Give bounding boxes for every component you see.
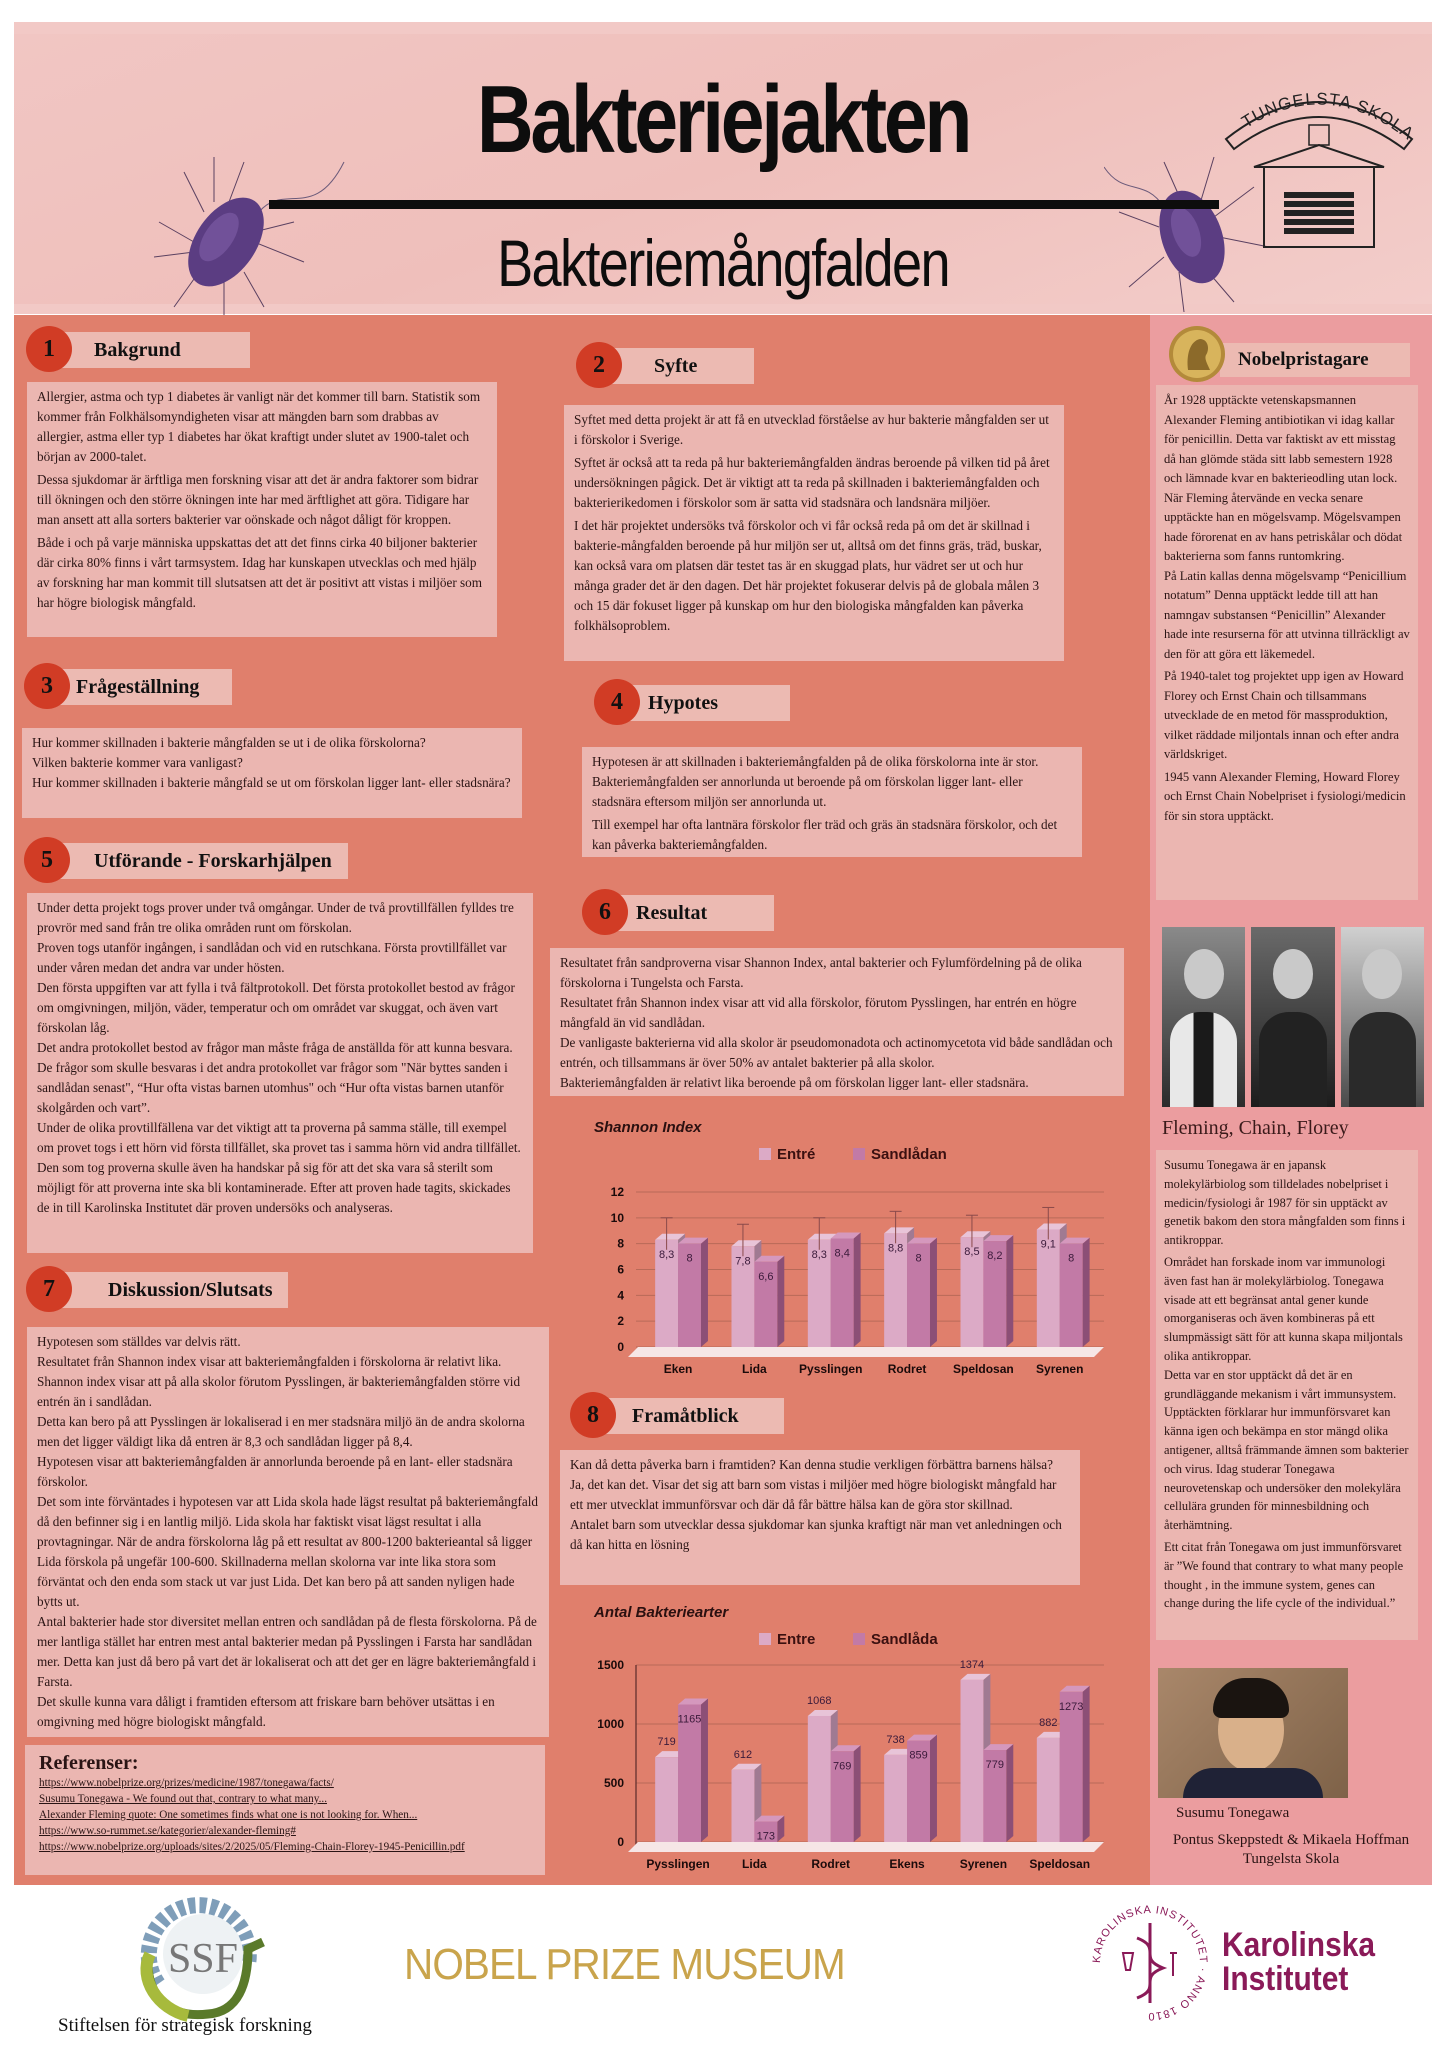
y-tick-label: 12 — [610, 1185, 624, 1199]
karolinska-seal-icon — [1085, 1898, 1215, 2028]
paragraph: Antal bakterier hade stor diversitet mellan entren och sandlådan på de flesta förskolorna. På de mer lantliga stället har entren mest antal bakterier medan på Pysslingen i Farsta har sandlådan mer. Detta kan just då bero på vart det är lokaliserat och att det ger en lägre bakteriemångfald i Farsta. — [37, 1614, 537, 1689]
bar — [960, 1680, 983, 1842]
question: Vilken bakterie kommer vara vanligast? — [32, 755, 243, 770]
bar-side — [777, 1256, 784, 1347]
bar-value-label: 8 — [686, 1252, 693, 1265]
paragraph: Den första uppgiften var att fylla i två fältprotokoll. Det första protokollet bestod av frågor om omgivningen, miljön, väder, temperatur och om området var skuggat, och även vart förskolan låg. — [37, 980, 515, 1035]
paragraph: Syftet med detta projekt är att få en utvecklad förståelse av hur bakterie mångfalden ser ut i förskolor i Sverige. — [574, 412, 1049, 447]
section-header-bakgrund — [44, 332, 250, 368]
sidebar-header — [1220, 343, 1410, 377]
paragraph: År 1928 upptäckte vetenskapsmannen Alexander Fleming antibiotikan vi idag kallar för penicillin. Detta var faktiskt av ett misstag då han glömde städa sitt labb semestern 1928 och lämnade kvar en bakterieodling utan lock. — [1164, 393, 1398, 485]
tungelsta-skola-logo — [1214, 77, 1424, 252]
bar-side — [930, 1735, 937, 1842]
x-tick-label: Speldosan — [1029, 1857, 1091, 1871]
sidebar-title: Nobelpristagare — [1238, 349, 1369, 370]
section-number-badge: 8 — [570, 1392, 616, 1438]
title-divider — [269, 200, 1219, 209]
paragraph: 1945 vann Alexander Fleming, Howard Florey och Ernst Chain Nobelpriset i fysiologi/medicin för sin stora upptäckt. — [1164, 769, 1406, 823]
paragraph: I det här projektet undersöks två förskolor och vi får också reda på om det är skillnad i bakterie-mångfalden beroende på hur miljön ser ut, alltså om det finns gräs, träd, buskar, kan också vara om platsen där testet tas är en skuggad plats, hur vädret ser ut och hur många grader det är den dagen. Det här projektet fokuserar delvis på de globala målen 3 och 15 där fokuset ligger på kunskap om hur den biologiska mångfalden kan påverka folkhälsoproblem. — [574, 518, 1042, 633]
reference-link[interactable]: Alexander Fleming quote: One sometimes finds what one is not looking for. When... — [39, 1809, 418, 1821]
x-tick-label: Eken — [663, 1362, 693, 1376]
sidebar-nobel-text — [1156, 385, 1418, 900]
paragraph: Under de olika provtillfällena var det viktigt att ta proverna på samma ställe, till exempel om provet togs i ett hörn vid första tillfället, ska provet tas i samma hörn vid andra tillfället. — [37, 1120, 521, 1155]
section-number-badge: 7 — [26, 1266, 72, 1312]
section-title: Hypotes — [648, 691, 718, 714]
legend-swatch — [759, 1633, 771, 1645]
paragraph: Det andra protokollet bestod av frågor man måste fråga de anställda för att kunna besvara. De frågor som skulle besvaras i det andra protokollet var frågor som "När byttes sanden i sandlådan senast", “Hur ofta vistas barnen utomhus" och “Hur ofta vistas barnen utanför skolgården och vart”. — [37, 1040, 513, 1115]
bar — [884, 1755, 907, 1842]
chart-title: Shannon Index — [594, 1119, 702, 1136]
bar-value-label: 8,3 — [811, 1248, 827, 1261]
bar-value-label: 8,4 — [834, 1247, 850, 1260]
paragraph: Detta kan bero på att Pysslingen är lokaliserad i en mer stadsnära miljö än de andra skolorna men det ligger väldigt lika då entren är 8,3 och sandlådan ligger på 8,4. — [37, 1414, 525, 1449]
bar-value-label: 8,2 — [987, 1250, 1003, 1263]
references-title: Referenser: — [39, 1752, 139, 1774]
section-header-hypotes — [612, 685, 790, 721]
bar-value-label: 8 — [915, 1252, 922, 1265]
y-tick-label: 6 — [617, 1262, 624, 1277]
bar-value-label: 612 — [733, 1748, 753, 1761]
section-title: Bakgrund — [94, 338, 181, 361]
bar — [1037, 1738, 1060, 1842]
paragraph: Under detta projekt togs prover under två omgångar. Under de två provtillfällen fylldes tre provrör med sand från tre olika områden runt om förskolan. — [37, 900, 514, 935]
bar-side — [854, 1745, 861, 1842]
paragraph: På 1940-talet tog projektet upp igen av Howard Florey och Ernst Chain och tillsammans utvecklade de en metod för massproduktion, vilket räddade miljontals innan och efter andra världskriget. — [1164, 669, 1404, 761]
section-header-utforande — [42, 843, 348, 879]
y-tick-label: 4 — [617, 1288, 624, 1303]
bar-value-label: 9,1 — [1040, 1238, 1056, 1251]
bar-side — [930, 1238, 937, 1347]
section-number-badge: 1 — [26, 326, 72, 372]
authors: Pontus Skeppstedt & Mikaela Hoffman — [1172, 1832, 1410, 1848]
photo-tonegawa — [1158, 1668, 1348, 1798]
section-number-badge: 4 — [594, 679, 640, 725]
paragraph: De vanligaste bakterierna vid alla skolor är pseudomonadota och actinomycetota vid både sandlådan och entrén, och tillsammans är över 50% av antalet bakterier på alla skolor. — [560, 1035, 1113, 1070]
bar-side — [854, 1233, 861, 1348]
legend-label: Sandlåda — [871, 1631, 938, 1648]
bar-value-label: 859 — [909, 1749, 928, 1762]
bar-side — [701, 1238, 708, 1347]
paragraph: Resultatet från Shannon index visar att bakteriemångfalden i förskolorna är relativt lika. Shannon index visar att på alla skolor förutom Pysslingen, är bakteriemångfalden större vid entrén än i sandlådan. — [37, 1354, 521, 1409]
section-title: Frågeställning — [76, 675, 200, 698]
section-header-fragestallning — [42, 669, 232, 705]
x-tick-label: Speldosan — [953, 1362, 1014, 1376]
paragraph: Hypotesen som ställdes var delvis rätt. — [37, 1334, 241, 1349]
ssf-caption: Stiftelsen för strategisk forskning — [58, 2015, 312, 2036]
bar — [1060, 1692, 1083, 1842]
antal-bakteriearter-chart — [574, 1595, 1114, 1880]
main-panel — [14, 315, 1150, 1885]
ki-line2: Institutet — [1222, 1960, 1349, 1998]
sidebar-tonegawa-text — [1156, 1150, 1418, 1640]
bar-value-label: 1068 — [807, 1694, 832, 1707]
legend-label: Entre — [777, 1631, 816, 1648]
bar-value-label: 6,6 — [758, 1270, 774, 1283]
nobel-prize-museum-logo: NOBEL PRIZE MUSEUM — [404, 1940, 845, 1989]
ssf-logo-text: SSF — [167, 1936, 239, 1982]
paragraph: Antalet barn som utvecklar dessa sjukdomar kan sjunka kraftigt när man vet anledningen och då kan hitta en lösning — [570, 1517, 1062, 1552]
paragraph: Den som tog proverna skulle även ha handskar på sig för att det ska vara så sterilt som möjligt för att proverna inte ska bli kontaminerade. Efter att proven hade tagits, skickades de in till Karolinska Institutet där proven undersöks och analyseras. — [37, 1160, 511, 1215]
ki-seal-text: KAROLINSKA INSTITUTET · ANNO 1810 — [1090, 1903, 1210, 2023]
paragraph: På Latin kallas denna mögelsvamp “Penicillium notatum” Denna upptäckt ledde till att han namngav substansen “Penicillin” Alexander hade inte resurserna för att utvinna tillräckligt av den för att göra ett läkemedel. — [1164, 568, 1410, 661]
photo-fleming — [1162, 927, 1245, 1107]
section-title: Diskussion/Slutsats — [108, 1278, 273, 1301]
nobel-sidebar — [1150, 315, 1432, 1885]
paragraph: Detta var en stor upptäckt då det är en grundläggande mekanism i vårt immunsystem. Upptäckten förklarar hur immunförsvaret kan känna igen och bekämpa en stor mängd olika antigener, alltså främmande ämnen som bakterier och virus. Idag studerar Tonegawa neurovetenskap och undersöker den molekylära cellulära grunden för minnesbildning och återhämtning. — [1164, 1367, 1409, 1533]
section-header-resultat — [600, 895, 774, 931]
section-header-syfte — [594, 348, 754, 384]
legend-label: Sandlådan — [871, 1146, 947, 1163]
y-tick-label: 10 — [610, 1210, 624, 1225]
y-tick-label: 8 — [617, 1236, 624, 1251]
bar-value-label: 7,8 — [735, 1255, 751, 1268]
section-title: Utförande - Forskarhjälpen — [94, 849, 332, 872]
question: Hur kommer skillnaden i bakterie mångfalden se ut i de olika förskolorna? — [32, 735, 426, 750]
paragraph: Bakteriemångfalden är relativt lika beroende på om förskolan ligger lant- eller stadsnära. — [560, 1075, 1029, 1090]
paragraph: När Fleming återvände en vecka senare upptäckte han en mögelsvamp. Mögelsvampen hade förorenat en av hans petriskålar och dödat bakterierna som fanns runtomkring. — [1164, 490, 1403, 563]
legend-swatch — [853, 1633, 865, 1645]
legend-swatch — [759, 1148, 771, 1160]
section-title: Resultat — [636, 901, 708, 924]
section-body-resultat — [550, 948, 1124, 1096]
x-tick-label: Rodret — [811, 1857, 851, 1871]
paragraph: Syftet är också att ta reda på hur bakteriemångfalden ändras beroende på vilken tid på året undersökningen pågick. Det är viktigt att ta reda på skillnaden i bakteriemångfalden och bakterierikedomen i förskolor som är satta vid stadsnära och landsnära miljöer. — [574, 455, 1050, 510]
x-tick-label: Pysslingen — [646, 1857, 710, 1871]
section-body-diskussion — [27, 1327, 549, 1737]
section-title: Syfte — [654, 354, 698, 377]
bar-value-label: 1374 — [959, 1658, 985, 1671]
bar-value-label: 8,5 — [964, 1246, 980, 1259]
bar-value-label: 1165 — [677, 1713, 702, 1726]
sponsor-footer — [0, 1888, 1446, 2048]
bar — [808, 1716, 831, 1842]
section-body-utforande — [27, 893, 533, 1253]
x-tick-label: Pysslingen — [799, 1362, 863, 1376]
y-tick-label: 0 — [617, 1835, 624, 1849]
section-body-fragestallning — [22, 728, 522, 818]
paragraph: Allergier, astma och typ 1 diabetes är vanligt när det kommer till barn. Statistik som kommer från Folkhälsomyndigheten visar att mängden barn som drabbas av allergier, astma eller typ 1 diabetes har ökat kraftigt under slutet av 1900-talet och början av 2000-talet. — [37, 389, 481, 464]
poster-title: Bakteriejakten — [476, 66, 970, 173]
bar-value-label: 738 — [886, 1733, 905, 1746]
bar — [731, 1770, 754, 1842]
bar-side — [1006, 1744, 1013, 1842]
references-box — [25, 1745, 545, 1875]
paragraph: Kan då detta påverka barn i framtiden? Kan denna studie verkligen förbättra barnens hälsa? Ja, det kan det. Visar det sig att barn som vistas i miljöer med högre biologiskt mångfald har ett mer utvecklat immunförsvar och där då får bättre hälsa kan de göra stor skillnad. — [570, 1457, 1057, 1512]
y-tick-label: 1000 — [597, 1717, 624, 1731]
section-number-badge: 2 — [576, 342, 622, 388]
x-tick-label: Ekens — [889, 1857, 925, 1871]
bar-value-label: 769 — [832, 1760, 852, 1773]
bar-side — [1083, 1238, 1090, 1347]
karolinska-institutet-logo — [1222, 1928, 1375, 1996]
legend-swatch — [853, 1148, 865, 1160]
shannon-index-chart — [574, 1110, 1114, 1385]
bar-value-label: 8,8 — [887, 1242, 904, 1255]
y-tick-label: 0 — [617, 1340, 624, 1354]
x-tick-label: Lida — [742, 1857, 767, 1871]
paragraph: Det skulle kunna vara dåligt i framtiden eftersom att friskare barn behöver utsättas i en omgivning med högre biologiskt mångfald. — [37, 1694, 495, 1729]
y-tick-label: 2 — [617, 1314, 624, 1329]
laureates-photos — [1162, 927, 1424, 1107]
paragraph: Området han forskade inom var immunologi även fast han är molekylärbiolog. Tonegawa visade att ett begränsat antal gener kunde omorganiseras och även kombineras på ett slumpmässigt sätt för att kunna skapa miljontals olika antikroppar. — [1164, 1254, 1403, 1363]
legend-label: Entré — [777, 1146, 816, 1163]
reference-link[interactable]: https://www.nobelprize.org/prizes/medicine/1987/tonegawa/facts/ — [39, 1777, 334, 1789]
bar-value-label: 1273 — [1058, 1700, 1084, 1713]
section-header-diskussion — [44, 1272, 288, 1308]
paragraph: Ett citat från Tonegawa om just immunförsvaret är ”We found that contrary to what many people thought , in the immune system, genes can change during the life cycle of the individual.” — [1164, 1539, 1404, 1611]
paragraph: Hypotesen visar att bakteriemångfalden är annorlunda beroende på en lant- eller stadsnära förskolor. — [37, 1454, 513, 1489]
x-tick-label: Lida — [742, 1362, 767, 1376]
paragraph: Hypotesen är att skillnaden i bakteriemångfalden på de olika förskolorna inte är stor. Bakteriemångfalden ser annorlunda ut beroende på om förskolan ligger lant- eller stadsnära eftersom miljön ser annorlunda ut. — [592, 754, 1039, 809]
bar-value-label: 882 — [1039, 1716, 1058, 1729]
x-tick-label: Syrenen — [959, 1857, 1008, 1871]
section-body-framatblick — [560, 1450, 1080, 1585]
section-number-badge: 5 — [24, 837, 70, 883]
x-tick-label: Syrenen — [1036, 1362, 1084, 1376]
authors-block — [1150, 1831, 1432, 1869]
chart-floor — [628, 1347, 1104, 1357]
school-name: Tungelsta Skola — [1242, 1851, 1340, 1867]
paragraph: Det som inte förväntades i hypotesen var att Lida skola hade lägst resultat på bakteriemångfald då den befinner sig i en lantlig miljö. Lida skola har faktiskt visat lägst resultat i alla provtagningar. När de andra förskolorna låg på ett resultat av 800-1200 bakterieantal så ligger Lida förskola på ungefär 100-600. Skillnaderna mellan skolorna var inte lika stora som förväntat och den enda som stack ut var just Lida. Det kan bero på att sanden nyligen hade bytts ut. — [37, 1494, 538, 1609]
chart-title: Antal Bakteriearter — [594, 1604, 729, 1621]
bar-value-label: 8,3 — [658, 1248, 675, 1261]
reference-link[interactable]: https://www.so-rummet.se/kategorier/alexander-fleming# — [39, 1825, 296, 1837]
bar-value-label: 8 — [1068, 1252, 1075, 1265]
section-number-badge: 3 — [24, 663, 70, 709]
bar — [655, 1757, 678, 1842]
section-body-hypotes — [582, 747, 1082, 857]
photo-chain — [1251, 927, 1334, 1107]
y-tick-label: 1500 — [597, 1658, 624, 1672]
poster-subtitle: Bakteriemångfalden — [497, 226, 949, 300]
bar-value-label: 173 — [756, 1830, 776, 1843]
question: Hur kommer skillnaden i bakterie mångfald se ut om förskolan ligger lant- eller stadsnära? — [32, 775, 511, 790]
bar-value-label: 779 — [985, 1759, 1005, 1772]
bar-value-label: 719 — [657, 1736, 676, 1749]
bar-side — [701, 1699, 708, 1842]
paragraph: Dessa sjukdomar är ärftliga men forskning visar att det är andra faktorer som bidrar till ökningen och den större ökningen inte har med ärftlighet att göra. Tidigare har man ansett att alla sorters bakterier var oönskade och något dåligt för kroppen. — [37, 472, 479, 527]
tonegawa-caption: Susumu Tonegawa — [1176, 1805, 1290, 1821]
photo-florey — [1341, 927, 1424, 1107]
section-number-badge: 6 — [582, 889, 628, 935]
paragraph: Både i och på varje människa uppskattas det att det finns cirka 40 biljoner bakterier där cirka 80% finns i vårt tarmsystem. Idag har kunskapen utvecklas och med hjälp av forskning har man kommit till slutsatsen att det är positivt att vistas i miljöer som har högre biologisk mångfald. — [37, 535, 483, 610]
section-title: Framåtblick — [632, 1404, 739, 1427]
section-body-bakgrund — [27, 382, 497, 637]
ssf-logo — [128, 1894, 288, 2022]
section-body-syfte — [564, 405, 1064, 661]
nobel-medal-icon — [1168, 325, 1226, 383]
school-logo-text: TUNGELSTA SKOLA — [1238, 89, 1418, 144]
poster-header — [14, 22, 1432, 314]
bar-side — [1006, 1235, 1013, 1347]
ki-line1: Karolinska — [1222, 1926, 1375, 1964]
reference-link[interactable]: https://www.nobelprize.org/uploads/sites/2/2025/05/Fleming-Chain-Florey-1945-Penicillin.pdf — [39, 1841, 465, 1853]
paragraph: Susumu Tonegawa är en japansk molekylärbiolog som tilldelades nobelpriset i medicin/fysiologi år 1987 för sin upptäckt av genetik bakom den stora mångfalden som finns i antikroppar. — [1164, 1158, 1406, 1248]
y-tick-label: 500 — [603, 1776, 624, 1790]
bar-side — [1083, 1686, 1090, 1842]
paragraph: Till exempel har ofta lantnära förskolor fler träd och gräs än stadsnära förskolor, och det kan påverka bakteriemångfalden. — [592, 817, 1058, 852]
reference-link[interactable]: Susumu Tonegawa - We found out that, contrary to what many... — [39, 1793, 327, 1805]
chart-floor — [628, 1842, 1104, 1852]
paragraph: Resultatet från sandproverna visar Shannon Index, antal bakterier och Fylumfördelning på de olika förskolorna i Tungelsta och Farsta. — [560, 955, 1082, 990]
paragraph: Proven togs utanför ingången, i sandlådan och vid en rutschkana. Första provtillfället var under våren medan det andra var under hösten. — [37, 940, 507, 975]
paragraph: Resultatet från Shannon index visar att vid alla förskolor, förutom Pysslingen, har entrén en högre mångfald än vid sandlådan. — [560, 995, 1077, 1030]
laureates-caption: Fleming, Chain, Florey — [1162, 1117, 1349, 1139]
x-tick-label: Rodret — [887, 1362, 927, 1376]
section-header-framatblick — [588, 1398, 784, 1434]
